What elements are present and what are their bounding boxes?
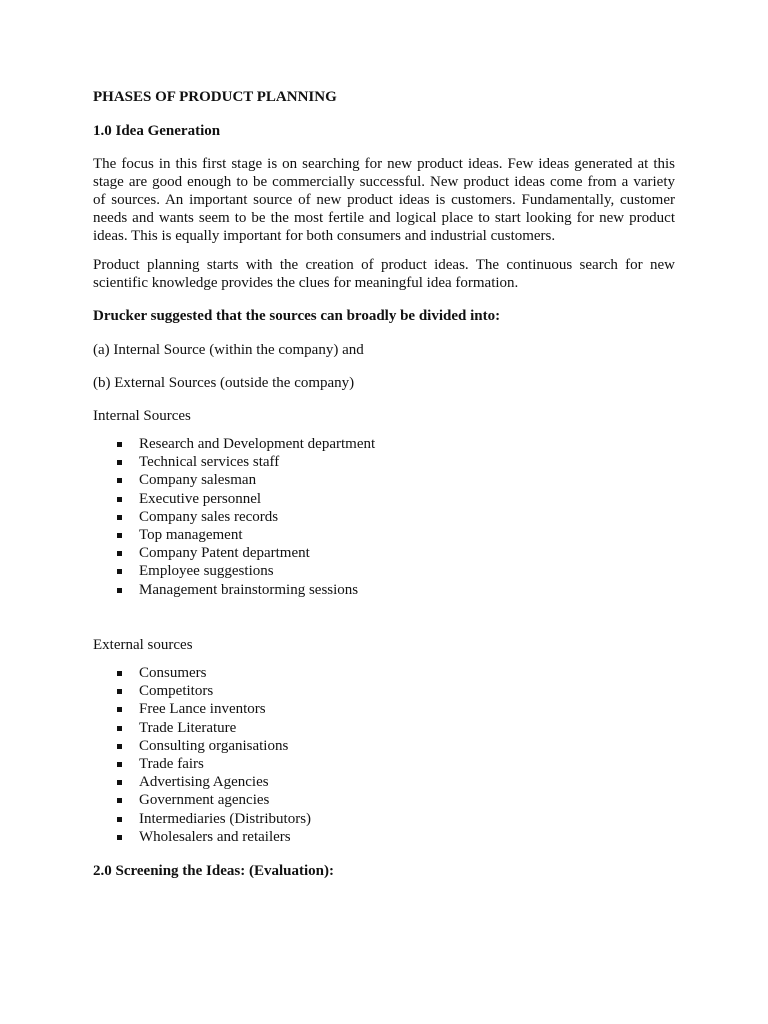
section-1-paragraph-1 [93, 155, 675, 245]
bullet-icon [117, 671, 122, 676]
bullet-icon [117, 551, 122, 556]
internal-sources-title: Internal Sources [93, 408, 191, 424]
internal-source-option: (a) Internal Source (within the company) and [93, 342, 364, 358]
external-source-option: (b) External Sources (outside the company) [93, 375, 355, 391]
bullet-icon [117, 762, 122, 767]
bullet-icon [117, 569, 122, 574]
bullet-icon [117, 515, 122, 520]
bullet-icon [117, 780, 122, 785]
bullet-icon [117, 588, 122, 593]
bullet-icon [117, 817, 122, 822]
bullet-icon [117, 533, 122, 538]
bullet-icon [117, 707, 122, 712]
paragraph-line: needs and wants seem to be the most fertile and logical place to start looking for new product [93, 210, 675, 226]
paragraph-line: of sources. An important source of new product ideas is customers. Fundamentally, customer [93, 192, 675, 208]
bullet-icon [117, 478, 122, 483]
section-2-title: 2.0 Screening the Ideas: (Evaluation): [93, 863, 334, 879]
paragraph-line: ideas. This is equally important for both consumers and industrial customers. [93, 228, 556, 244]
document-page: PHASES OF PRODUCT PLANNING 1.0 Idea Generation The focus in this first stage is on searching for new product ideas. Few ideas generated at this stage are good enough to be commercially successful. New product ideas come from a variety of sources. An important source of new product ideas is customers. Fundamentally, customer needs and wants seem to be the most fertile and logical place to start looking for new product ideas. This is equally important for both consumers and industrial customers. Product planning starts with the creation of product ideas. The continuous search for new scientific knowledge provides the clues for meaningful idea formation. Drucker suggested that the sources can broadly be divided into: (a) Internal Source (within the company) and (b) External Sources (outside the company) Internal Sources Research and Development department Technical services staff Company salesman Executive personnel Company sales records Top management Company Patent department Employee suggestions Management brainstorming sessions External sources Consumers Competitors Free Lance inventors Trade Literature Consulting organisations Trade fairs Advertising Agencies Government agencies Intermediaries (Distributors) Wholesalers and retailers 2.0 Screening the Ideas: (Evaluation): [93, 89, 675, 879]
bullet-icon [117, 442, 122, 447]
paragraph-line: Product planning starts with the creation of product ideas. The continuous search for new [93, 257, 675, 273]
section-1-paragraph-2 [93, 256, 675, 292]
bullet-icon [117, 798, 122, 803]
paragraph-line: The focus in this first stage is on searching for new product ideas. Few ideas generated at this [93, 156, 675, 172]
bullet-icon [117, 744, 122, 749]
drucker-statement: Drucker suggested that the sources can broadly be divided into: [93, 308, 501, 324]
paragraph-line: stage are good enough to be commercially successful. New product ideas come from a variety [93, 174, 675, 190]
bullet-icon [117, 497, 122, 502]
bullet-icon [117, 689, 122, 694]
section-1-title: 1.0 Idea Generation [93, 123, 221, 139]
paragraph-line: scientific knowledge provides the clues for meaningful idea formation. [93, 275, 519, 291]
document-heading: PHASES OF PRODUCT PLANNING [93, 89, 337, 105]
bullet-icon [117, 835, 122, 840]
bullet-icon [117, 460, 122, 465]
bullet-icon [117, 726, 122, 731]
external-sources-title: External sources [93, 637, 193, 653]
